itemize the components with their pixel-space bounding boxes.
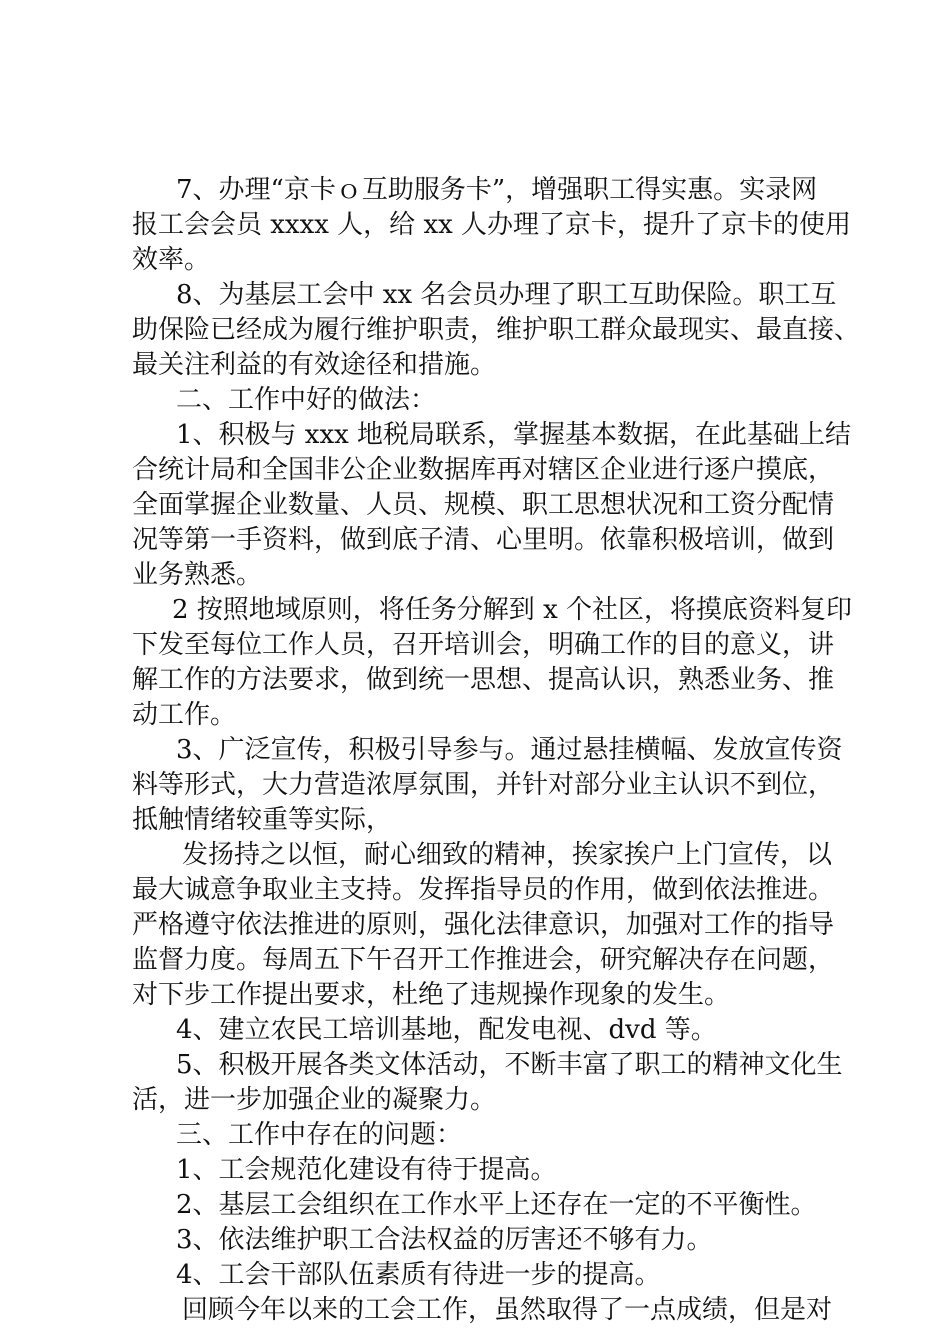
text-line: 监督力度。每周五下午召开工作推进会，研究解决存在问题， <box>132 945 835 975</box>
text-line: 2、基层工会组织在工作水平上还存在一定的不平衡性。 <box>176 1190 817 1220</box>
text-line: 2 按照地域原则，将任务分解到 x 个社区，将摸底资料复印 <box>172 595 852 625</box>
text-line: 4、建立农民工培训基地，配发电视、dvd 等。 <box>176 1015 717 1045</box>
text-line: 解工作的方法要求，做到统一思想、提高认识，熟悉业务、推 <box>132 665 835 695</box>
text-line: 发扬持之以恒，耐心细致的精神，挨家挨户上门宣传，以 <box>182 840 833 870</box>
text-line: 8、为基层工会中 xx 名会员办理了职工互助保险。职工互 <box>176 280 837 310</box>
text-line: 效率。 <box>132 245 211 275</box>
text-line: 3、依法维护职工合法权益的厉害还不够有力。 <box>176 1225 713 1255</box>
text-line: 报工会会员 xxxx 人，给 xx 人办理了京卡，提升了京卡的使用 <box>132 210 852 240</box>
text-line: 动工作。 <box>132 700 237 730</box>
text-line: 业务熟悉。 <box>132 560 263 590</box>
text-line: 回顾今年以来的工会工作，虽然取得了一点成绩，但是对 <box>182 1295 833 1325</box>
section-heading: 二、工作中好的做法： <box>176 385 437 415</box>
text-line: 最关注利益的有效途径和措施。 <box>132 350 497 380</box>
text-line: 料等形式，大力营造浓厚氛围，并针对部分业主认识不到位， <box>132 770 835 800</box>
text-line: 1、工会规范化建设有待于提高。 <box>176 1155 557 1185</box>
text-line: 况等第一手资料，做到底子清、心里明。依靠积极培训，做到 <box>132 525 835 555</box>
text-line: 7、办理“京卡ｏ互助服务卡”，增强职工得实惠。实录网 <box>176 175 818 205</box>
text-line: 下发至每位工作人员，召开培训会，明确工作的目的意义，讲 <box>132 630 835 660</box>
text-line: 助保险已经成为履行维护职责，维护职工群众最现实、最直接、 <box>132 315 861 345</box>
text-line: 合统计局和全国非公企业数据库再对辖区企业进行逐户摸底， <box>132 455 835 485</box>
text-line: 全面掌握企业数量、人员、规模、职工思想状况和工资分配情 <box>132 490 835 520</box>
text-line: 活，进一步加强企业的凝聚力。 <box>132 1085 497 1115</box>
text-line: 严格遵守依法推进的原则，强化法律意识，加强对工作的指导 <box>132 910 835 940</box>
section-heading: 三、工作中存在的问题： <box>176 1120 463 1150</box>
text-line: 抵触情绪较重等实际， <box>132 805 393 835</box>
text-line: 3、广泛宣传，积极引导参与。通过悬挂横幅、发放宣传资 <box>176 735 843 765</box>
text-line: 最大诚意争取业主支持。发挥指导员的作用，做到依法推进。 <box>132 875 835 905</box>
text-line: 1、积极与 xxx 地税局联系，掌握基本数据，在此基础上结 <box>176 420 852 450</box>
text-line: 4、工会干部队伍素质有待进一步的提高。 <box>176 1260 661 1290</box>
text-line: 5、积极开展各类文体活动，不断丰富了职工的精神文化生 <box>176 1050 843 1080</box>
text-line: 对下步工作提出要求，杜绝了违规操作现象的发生。 <box>132 980 731 1010</box>
